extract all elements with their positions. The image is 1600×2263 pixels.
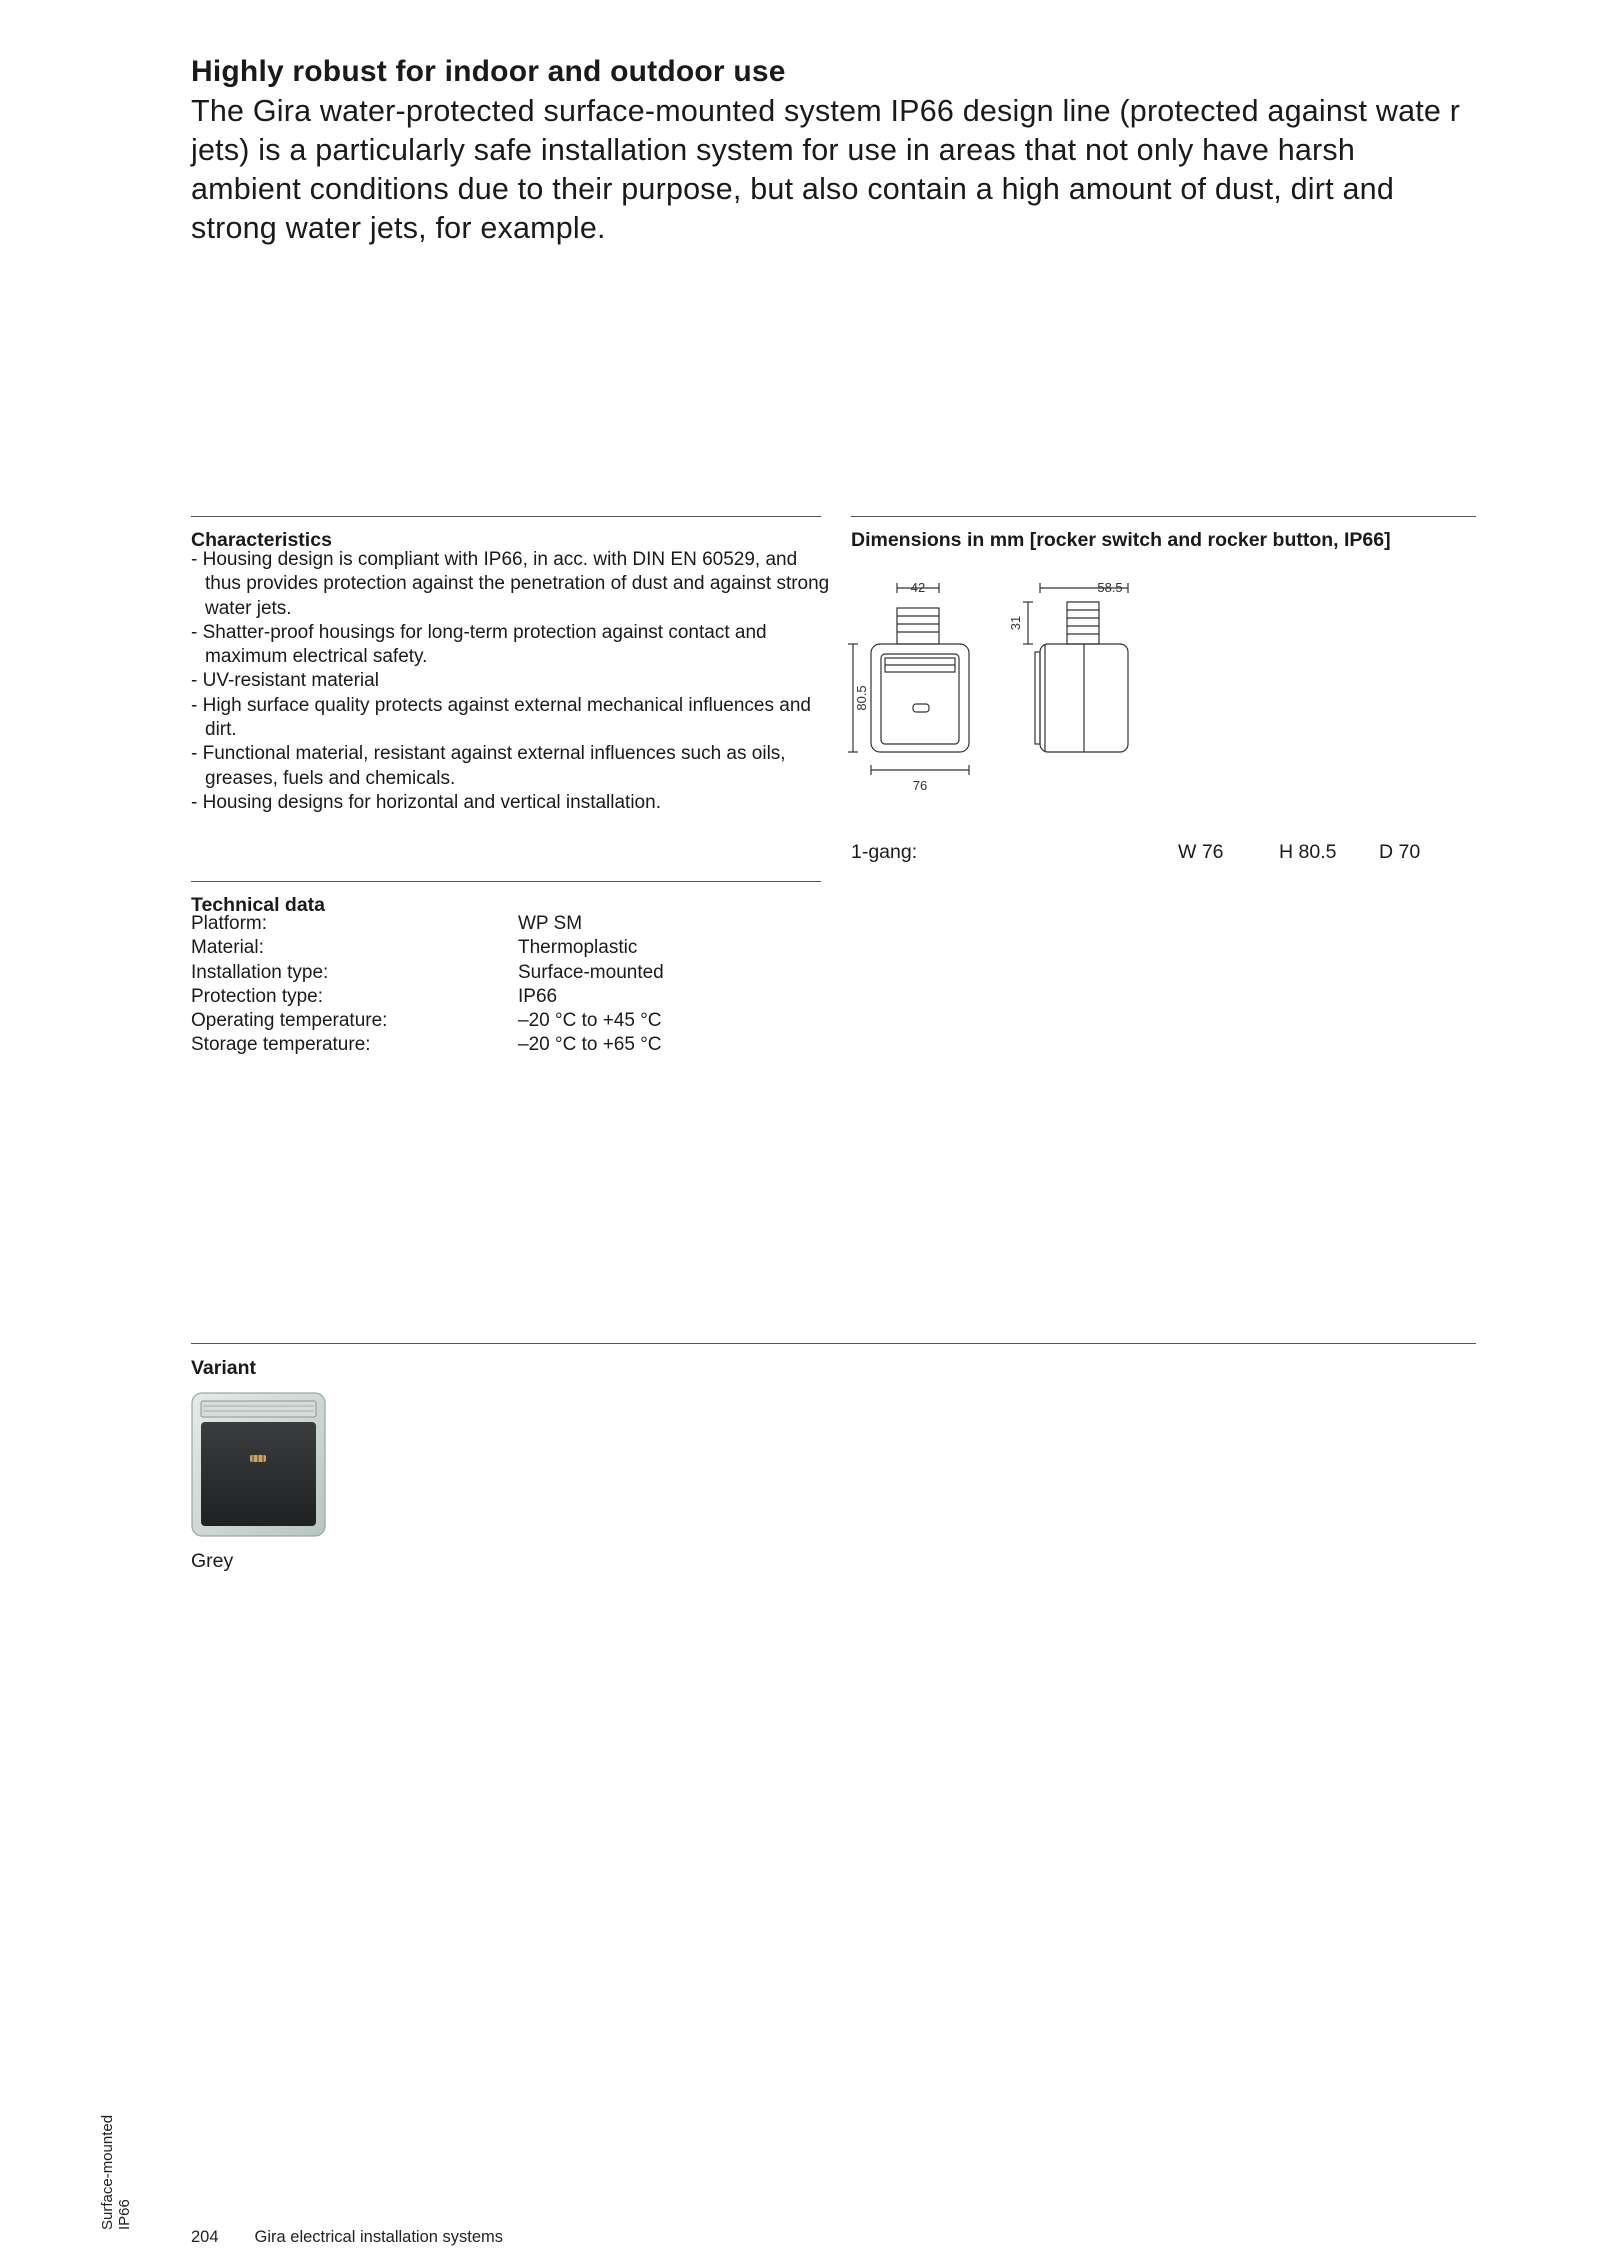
dim-label-76: 76 bbox=[912, 778, 928, 793]
front-housing-outline bbox=[871, 644, 969, 752]
intro-paragraph: The Gira water-protected surface-mounted system IP66 design line (protected against wate r jets) is a particularly safe installation system for use in areas that not only have harsh ambient conditions due to their purpose, but also contain a high amount of dust, dirt and strong water jets, for example. bbox=[191, 94, 1461, 245]
side-section-label bbox=[99, 2060, 139, 2230]
variant-label: Grey bbox=[191, 1550, 234, 1572]
side-label-line2: IP66 bbox=[116, 2199, 133, 2230]
page-headline: Highly robust for indoor and outdoor use bbox=[191, 55, 786, 88]
list-item: - Shatter-proof housings for long-term protection against contact and maximum electrical safety. bbox=[191, 621, 767, 668]
gang-label: 1-gang: bbox=[851, 841, 918, 863]
dim-label-58-5: 58.5 bbox=[1097, 580, 1123, 595]
side-cable-gland bbox=[1067, 602, 1099, 644]
tech-value: –20 °C to +65 °C bbox=[518, 1034, 662, 1056]
gang-width: W 76 bbox=[1178, 841, 1224, 863]
gang-depth: D 70 bbox=[1379, 841, 1421, 863]
footer-title: Gira electrical installation systems bbox=[254, 2228, 504, 2246]
dimension-drawing bbox=[845, 572, 1175, 804]
list-item: - Housing design is compliant with IP66, in acc. with DIN EN 60529, and thus provides protection against the penetration of dust and against strong water jets. bbox=[191, 549, 830, 619]
tech-value: WP SM bbox=[518, 913, 583, 934]
list-item: - Housing designs for horizontal and vertical installation. bbox=[191, 791, 661, 813]
dim-label-42: 42 bbox=[910, 580, 926, 595]
tech-label: Material: bbox=[191, 937, 264, 959]
page-number: 204 bbox=[191, 2228, 219, 2246]
tech-value: –20 °C to +45 °C bbox=[518, 1010, 662, 1032]
tech-label: Storage temperature: bbox=[191, 1034, 371, 1056]
variant-divider bbox=[191, 1343, 1476, 1344]
tech-value: IP66 bbox=[518, 985, 558, 1007]
rocker-indicator bbox=[913, 704, 929, 712]
dim-label-31: 31 bbox=[1008, 615, 1023, 631]
variant-switch-image bbox=[191, 1392, 326, 1537]
characteristics-divider bbox=[191, 516, 821, 517]
list-item: - High surface quality protects against external mechanical influences and dirt. bbox=[191, 694, 811, 741]
characteristics-list bbox=[191, 548, 831, 815]
list-item: - Functional material, resistant against external influences such as oils, greases, fuels and chemicals. bbox=[191, 743, 786, 789]
tech-value: Thermoplastic bbox=[518, 937, 638, 959]
tech-label: Operating temperature: bbox=[191, 1010, 388, 1032]
tech-label: Installation type: bbox=[191, 961, 329, 983]
dimensions-title: Dimensions in mm [rocker switch and rocker button, IP66] bbox=[851, 529, 1391, 551]
tech-value: Surface-mounted bbox=[518, 961, 664, 983]
list-item: - UV-resistant material bbox=[191, 670, 379, 692]
page-footer bbox=[191, 2227, 503, 2247]
side-label-line1: Surface-mounted bbox=[99, 2114, 116, 2230]
technical-divider bbox=[191, 881, 821, 882]
technical-title: Technical data bbox=[191, 894, 326, 916]
variant-title: Variant bbox=[191, 1357, 257, 1379]
front-cable-gland bbox=[897, 608, 939, 644]
dim-label-80-5: 80.5 bbox=[854, 685, 869, 711]
gang-height: H 80.5 bbox=[1279, 841, 1337, 863]
characteristics-title: Characteristics bbox=[191, 529, 332, 551]
tech-label: Platform: bbox=[191, 913, 268, 934]
tech-label: Protection type: bbox=[191, 985, 324, 1007]
dimensions-divider bbox=[851, 516, 1476, 517]
